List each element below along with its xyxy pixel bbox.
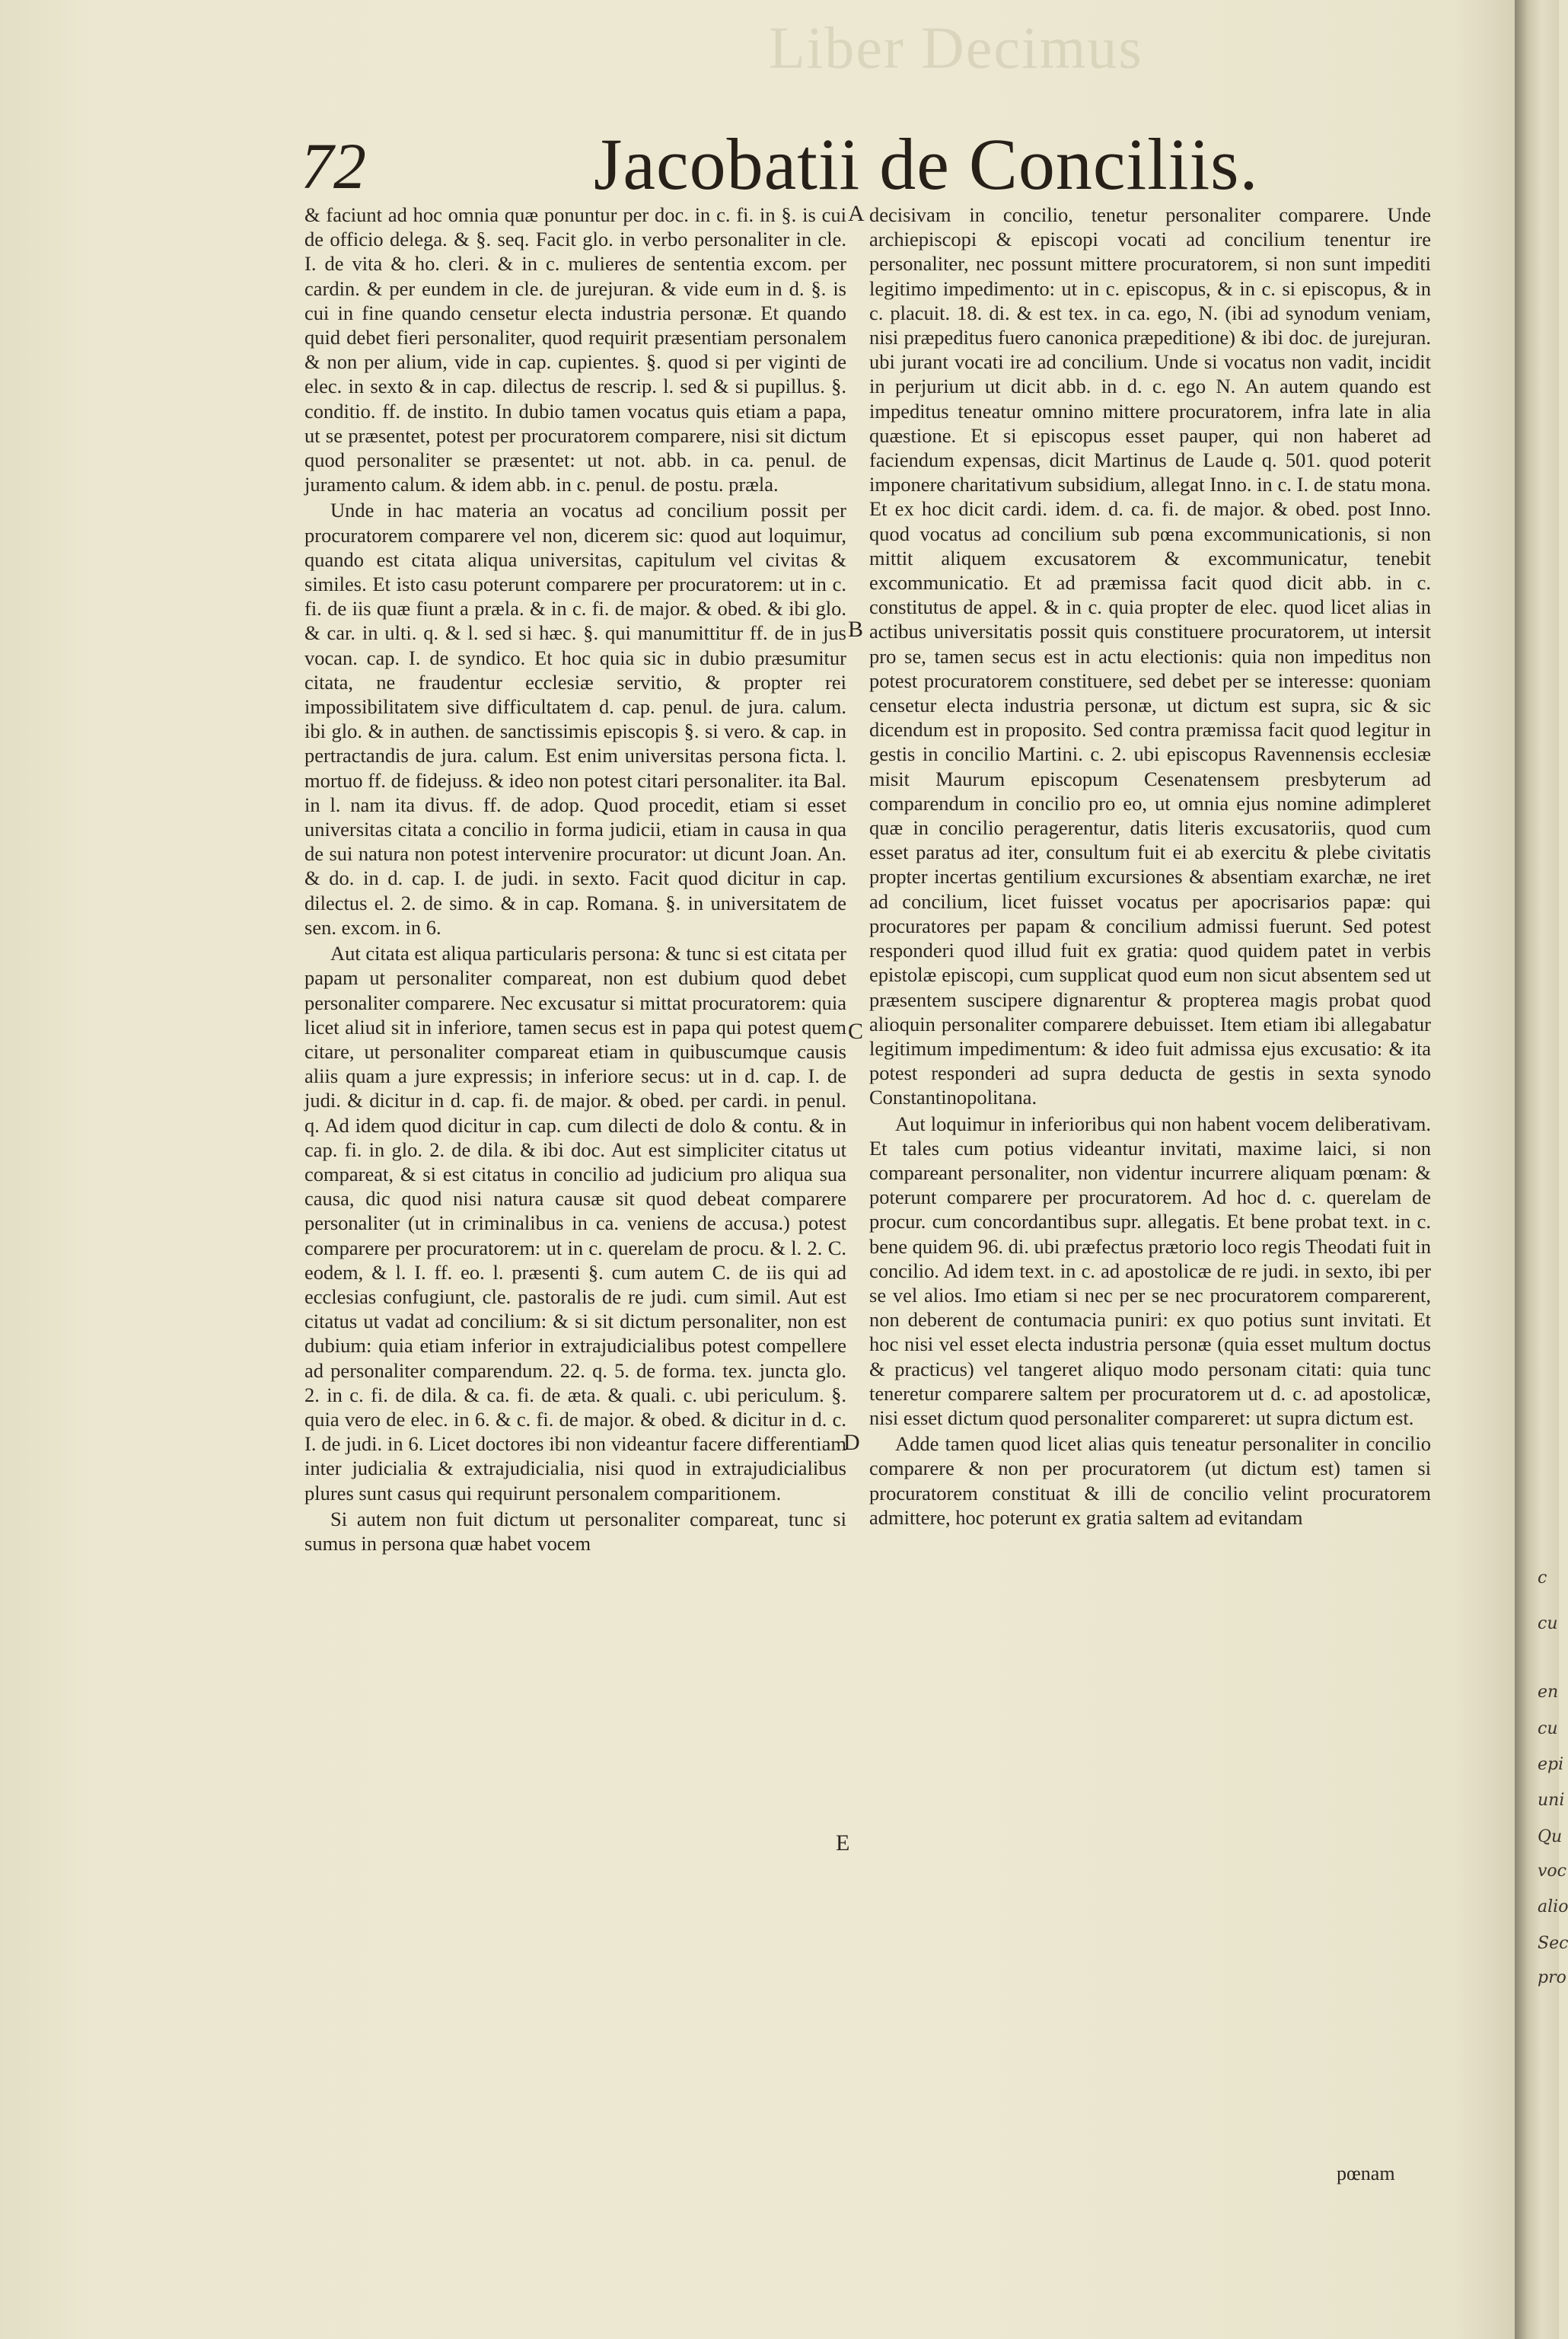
margin-letter: B bbox=[848, 617, 864, 642]
page-number: 72 bbox=[301, 129, 366, 203]
left-column bbox=[304, 203, 846, 1557]
paragraph: decisivam in concilio, tenetur personaliter comparere. Unde archiepiscopi & episcopi vocati ad concilium tenentur ire personaliter, nec possunt mittere procuratorem, si non sunt impediti legitimo impedimento: ut in c. episcopus, & in c. si episcopus, & in c. placuit. 18. di. & est tex. in ca. ego, N. (ibi ad synodum veniam, nisi præpeditus fuero canonica præpeditione) & ibi doc. de jurejuran. ubi jurant vocati ire ad concilium. Unde si vocatus non vadit, incidit in perjurium ut dicit abb. in d. c. ego N. An autem quando est impeditus teneatur omnino mittere procuratorem, infra late in alia quæstione. Et si episcopus esset pauper, qui non haberet ad faciendum expensas, dicit Martinus de Laude q. 501. quod poterit imponere charitativum subsidium, allegat Inno. in c. I. de statu mona. Et ex hoc dicit cardi. idem. d. ca. fi. de major. & obed. post Inno. quod vocatus ad concilium sub pœna excommunicationis, si non mittit aliquem excusatorem & excommunicatur, tenebit excommunicatio. Et ad præmissa facit quod dicit abb. in c. constitutus de appel. & in c. quia propter de elec. quod licet alias in actibus universitatis possit quis constituere procuratorem, ut intersit pro se, tamen secus est in actu electionis: quia non impeditus non potest procuratorem constituere, sed debet per se interesse: quoniam censetur electa industria personæ, ut dictum est supra, sic & sic dicendum est in proposito. Sed contra præmissa facit quod legitur in gestis in concilio Martini. c. 2. ubi episcopus Ravennensis ecclesiæ misit Maurum episcopum Cesenatensem presbyterum ad comparendum in concilio pro eo, ut omnia ejus nomine adimpleret quæ in concilio peragerentur, datis literis excusatoriis, quod cum esset paratus ad iter, consultum fuit ei ab exercitu & plebe civitatis propter incertas gentilium excursiones & absentiam exarchæ, ne iret ad concilium, licet fuisset vocatus per apocrisarios papæ: qui procuratores per papam & concilium admissi fuerunt. Sed potest responderi quod illud fuit ex gratia: quod quidem patet in verbis epistolæ episcopi, cum supplicat quod eum non sicut absentem sed ut præsentem suscipere dignarentur & propterea magis probat quod alioquin personaliter comparere debuisset. Item etiam ibi allegabatur legitimum impedimentum: & ideo fuit admissa ejus excusatio: & ita potest responderi ad supra deducta de gestis in sexta synodo Constantinopolitana. bbox=[869, 203, 1431, 1109]
edge-fragment: voc bbox=[1538, 1862, 1566, 1881]
paragraph: Aut citata est aliqua particularis persona: & tunc si est citata per papam ut personaliter compareat, non est dubium quod debet personaliter comparere. Nec excusatur si mittat procuratorem: quia licet aliud sit in inferiore, tamen secus est in papa qui potest quem citare, ut personaliter compareat etiam in quibuscumque causis aliis quam a jure expressis; in inferiore secus: ut in d. cap. I. de judi. & dicitur in d. cap. fi. de major. & obed. per cardi. in penul. q. Ad idem quod dicitur in cap. cum dilecti de dolo & contu. & in cap. fi. in glo. 2. de dila. & ibi doc. Aut est simpliciter citatus ut compareat, & si est citatus in concilio ad judicium pro aliqua sua causa, dic quod nisi natura causæ sit quod debeat comparere personaliter (ut in criminalibus in ca. veniens de accusa.) potest comparere per procuratorem: ut in c. querelam de procu. & l. 2. C. eodem, & l. I. ff. eo. l. præsenti §. cum autem C. de iis qui ad ecclesias confugiunt, cle. pastoralis de re judi. cum simil. Aut est citatus ut vadat ad concilium: & si sit dictum personaliter, non est dubium: quia etiam inferior in extrajudicialibus potest compellere ad personaliter comparendum. 22. q. 5. de forma. tex. juncta glo. 2. in c. fi. de dila. & ca. fi. de æta. & quali. c. ubi periculum. §. quia vero de elec. in 6. & c. fi. de major. & obed. & dicitur in d. c. I. de judi. in 6. Licet doctores ibi non videantur facere differentiam inter judicialia & extrajudicialia, nisi quod in extrajudicialibus plures sunt casus qui requirunt personalem comparitionem. bbox=[304, 942, 846, 1505]
edge-fragment: uni bbox=[1538, 1791, 1565, 1810]
edge-fragment: cu bbox=[1538, 1719, 1558, 1738]
edge-fragment: c bbox=[1538, 1568, 1547, 1588]
margin-letter: A bbox=[848, 201, 865, 226]
edge-fragment: en bbox=[1538, 1683, 1559, 1702]
running-title: Jacobatii de Conciliis. bbox=[594, 123, 1259, 205]
edge-fragment: alio bbox=[1538, 1897, 1568, 1916]
paragraph: & faciunt ad hoc omnia quæ ponuntur per doc. in c. fi. in §. is cui de officio delega. & §. seq. Facit glo. in verbo personaliter in cle. I. de vita & ho. cleri. & in c. mulieres de sententia excom. per cardin. & per eundem in cle. de jurejuran. & vide eum in d. §. is cui in fine quando censetur electa industria personæ. Et quando quid debet fieri personaliter, quod requirit præsentiam personalem & non per alium, vide in cap. cupientes. §. quod si per viginti de elec. in sexto & in cap. dilectus de rescrip. l. sed & si pupillus. §. conditio. ff. de instito. In dubio tamen vocatus quis etiam a papa, ut se præsentet, potest per procuratorem comparere, nisi sit dictum quod personaliter se præsentet: ut not. abb. in ca. penul. de juramento calum. & idem abb. in c. penul. de postu. præla. bbox=[304, 203, 846, 496]
paragraph: Si autem non fuit dictum ut personaliter compareat, tunc si sumus in persona quæ habet vocem bbox=[304, 1507, 846, 1555]
bleed-through-title: Liber Decimus bbox=[769, 14, 1143, 81]
margin-letter: C bbox=[848, 1019, 864, 1044]
right-column bbox=[869, 203, 1431, 1531]
paragraph: Unde in hac materia an vocatus ad concilium possit per procuratorem comparere vel non, dicerem sic: quod aut loquimur, quando est citata aliqua universitas, capitulum vel civitas & similes. Et isto casu poterunt comparere per procuratorem: ut in c. fi. de iis quæ fiunt a præla. & in c. fi. de major. & obed. & ibi glo. & car. in ulti. q. & l. sed si hæc. §. qui manumittitur ff. de in jus vocan. cap. I. de syndico. Et hoc quia sic in dubio præsumitur citata, ne fraudentur ecclesiæ servitio, & propter rei impossibilitatem sive difficultatem d. cap. penul. de jura. calum. ibi glo. & in authen. de sanctissimis episcopis §. si vero. & cap. in pertractandis de jura. calum. Est enim universitas persona ficta. l. mortuo ff. de fidejuss. & ideo non potest citari personaliter. ita Bal. in l. nam ita divus. ff. de adop. Quod procedit, etiam si esset universitas citata a concilio in forma judicii, etiam in causa in qua de sui natura non potest intervenire procurator: ut dicunt Joan. An. & do. in d. cap. I. de judi. in sexto. Facit quod dicitur in cap. dilectus el. 2. de simo. & in cap. Romana. §. in universitatem de sen. excom. in 6. bbox=[304, 499, 846, 939]
edge-fragment: pro bbox=[1538, 1968, 1566, 1987]
edge-fragment: cu bbox=[1538, 1614, 1558, 1633]
margin-letter: D bbox=[843, 1430, 860, 1455]
margin-letter: E bbox=[836, 1830, 850, 1856]
paragraph: Adde tamen quod licet alias quis teneatur personaliter in concilio comparere & non per procuratorem (ut dictum est) tamen si procuratorem constituat & illi de concilio velint procuratorem admittere, hoc poterunt ex gratia saltem ad evitandam bbox=[869, 1432, 1431, 1529]
catchword: pœnam bbox=[1337, 2162, 1395, 2184]
next-page-edge bbox=[1530, 0, 1568, 2339]
edge-fragment: Sec bbox=[1538, 1934, 1568, 1953]
paragraph: Aut loquimur in inferioribus qui non habent vocem deliberativam. Et tales cum potius videantur invitati, maxime laici, si non compareant personaliter, non videntur incurrere aliquam pœnam: & poterunt comparere per procuratorem. Ad hoc d. c. querelam de procur. cum concordantibus supr. allegatis. Et bene probat text. in c. bene quidem 96. di. ubi præfectus prætorio loco regis Theodati fuit in concilio. Ad idem text. in c. ad apostolicæ de re judi. in sexto, ibi per se vel alios. Imo etiam si nec per se nec procuratorem comparerent, non deberent de contumacia puniri: ex quo potius sunt invitati. Et hoc nisi vel esset electa industria personæ (quia esset multum doctus & practicus) vel tangeret aliquo modo personam citati: quia tunc teneretur comparere saltem per procuratorem ut d. c. ad apostolicæ, nisi esset dictum quod personaliter compareret: ut supra dictum est. bbox=[869, 1112, 1431, 1429]
edge-fragment: epi bbox=[1538, 1755, 1564, 1774]
edge-fragment: Qu bbox=[1538, 1827, 1563, 1846]
